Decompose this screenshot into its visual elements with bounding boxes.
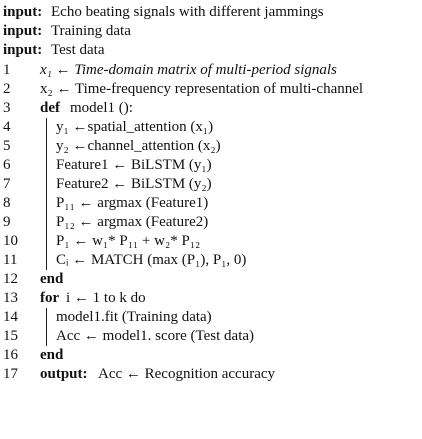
line-text: y₂ ←channel_attention (x₂) — [56, 138, 221, 154]
for-block-bar — [46, 308, 47, 346]
line-number: 10 — [3, 233, 18, 249]
end-keyword: end — [40, 347, 64, 363]
line-text: Cᵢ ← MATCH (max (P₁), P₁, 0) — [56, 252, 247, 268]
line-number: 6 — [3, 157, 11, 173]
line-number: 7 — [3, 176, 11, 192]
line-text: Feature1 ← BiLSTM (y₁) — [56, 157, 212, 173]
line-number: 4 — [3, 119, 11, 135]
line-number: 11 — [3, 252, 18, 268]
line-text: Acc ← model1. score (Test data) — [56, 328, 255, 344]
line-text: x₁ ← Time-domain matrix of multi-period signals — [40, 62, 337, 78]
line-text: i ← 1 to k do — [66, 290, 146, 306]
line-number: 9 — [3, 214, 11, 230]
line-text: P₁ ← w₁* P₁₁ + w₂* P₁₂ — [56, 233, 201, 249]
line-text: x₂ ← Time-frequency representation of multi-channel — [40, 81, 364, 97]
line-number: 5 — [3, 138, 11, 154]
line-number: 12 — [3, 271, 18, 287]
line-text: P₁₁ ← argmax (Feature1) — [56, 195, 209, 211]
line-text: model1.fit (Training data) — [56, 309, 212, 325]
input-text: Echo beating signals with different jammings — [51, 4, 324, 20]
line-text: y₁ ←spatial_attention (x₁) — [56, 119, 214, 135]
line-text: P₁₂ ← argmax (Feature2) — [56, 214, 209, 230]
line-number: 2 — [3, 81, 11, 97]
line-text: Feature2 ← BiLSTM (y₂) — [56, 176, 212, 192]
line-text: model1 (): — [70, 100, 133, 116]
output-keyword: output: — [40, 366, 88, 382]
line-text: Acc ← Recognition accuracy — [98, 366, 276, 382]
line-number: 15 — [3, 328, 18, 344]
line-number: 14 — [3, 309, 18, 325]
line-number: 1 — [3, 62, 11, 78]
line-number: 13 — [3, 290, 18, 306]
for-keyword: for — [40, 290, 60, 306]
input-keyword: input: — [3, 23, 43, 39]
line-number: 3 — [3, 100, 11, 116]
line-number: 16 — [3, 347, 18, 363]
input-text: Test data — [51, 42, 105, 58]
input-text: Training data — [51, 23, 131, 39]
line-number: 17 — [3, 366, 18, 382]
input-keyword: input: — [3, 42, 43, 58]
input-keyword: input: — [3, 4, 43, 20]
end-keyword: end — [40, 271, 64, 287]
line-number: 8 — [3, 195, 11, 211]
def-block-bar — [46, 118, 47, 270]
def-keyword: def — [40, 100, 60, 116]
